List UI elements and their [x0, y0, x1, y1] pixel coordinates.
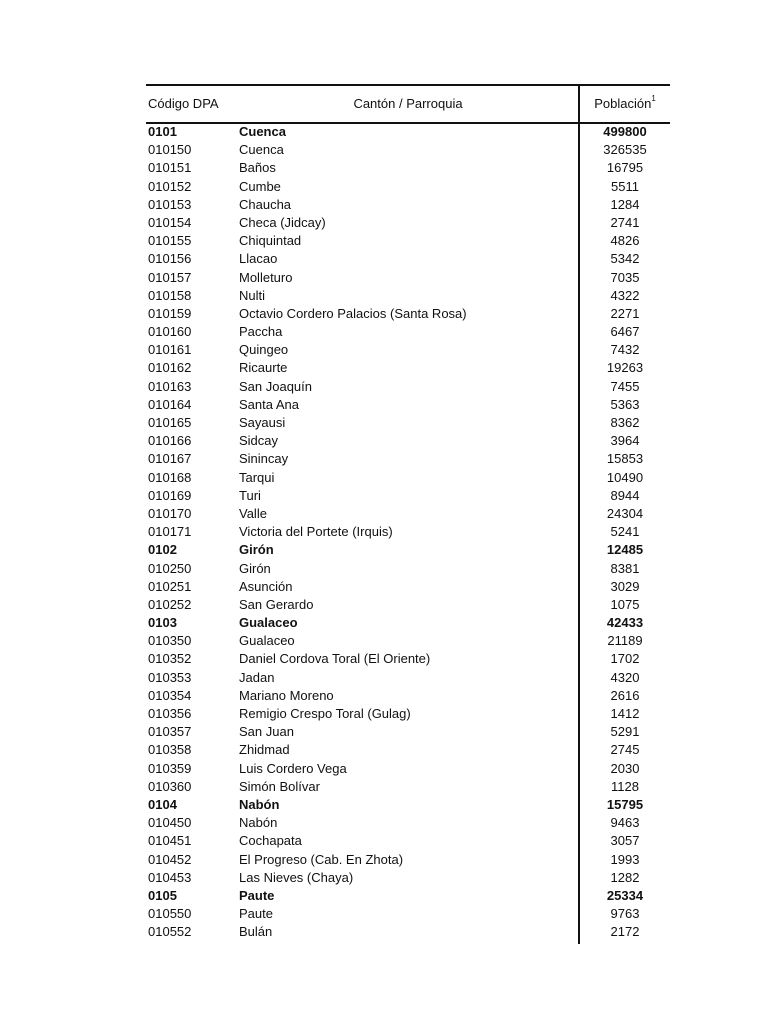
- parish-name: San Joaquín: [239, 378, 313, 394]
- dpa-code: 010358: [148, 742, 192, 758]
- parish-name: Luis Cordero Vega: [239, 760, 347, 776]
- parish-row: [146, 505, 670, 523]
- parish-row: [146, 269, 670, 287]
- population-value: 1075: [610, 596, 640, 612]
- dpa-code: 010155: [148, 233, 192, 249]
- population-value: 5511: [611, 178, 639, 194]
- canton-row: [146, 614, 670, 632]
- population-value: 15795: [606, 796, 644, 812]
- dpa-code: 010357: [148, 724, 192, 740]
- column-header-population: [580, 96, 670, 111]
- dpa-code: 010156: [148, 251, 192, 267]
- population-value: 19263: [606, 360, 644, 376]
- dpa-code: 010452: [148, 851, 192, 867]
- population-value: 5342: [610, 251, 640, 267]
- table-body: [146, 123, 670, 941]
- population-value: 2030: [610, 760, 640, 776]
- parish-row: [146, 432, 670, 450]
- dpa-code: 010167: [148, 451, 192, 467]
- population-value: 9463: [610, 815, 640, 831]
- parish-name: Tarqui: [239, 469, 275, 485]
- parish-name: Ricaurte: [239, 360, 288, 376]
- population-value: 1282: [610, 869, 640, 885]
- parish-name: Quingeo: [239, 342, 289, 358]
- parish-row: [146, 359, 670, 377]
- dpa-code: 010354: [148, 687, 192, 703]
- parish-name: Octavio Cordero Palacios (Santa Rosa): [239, 305, 467, 321]
- parish-name: Turi: [239, 487, 261, 503]
- population-value: 9763: [610, 906, 640, 922]
- parish-row: [146, 232, 670, 250]
- population-value: 3057: [610, 833, 640, 849]
- population-value: 2745: [610, 742, 640, 758]
- parish-row: [146, 560, 670, 578]
- parish-row: [146, 905, 670, 923]
- table-header: [146, 86, 670, 122]
- population-value: 16795: [606, 160, 644, 176]
- parish-row: [146, 341, 670, 359]
- parish-name: El Progreso (Cab. En Zhota): [239, 851, 404, 867]
- parish-row: [146, 523, 670, 541]
- dpa-code: 010168: [148, 469, 192, 485]
- parish-row: [146, 814, 670, 832]
- dpa-code: 010165: [148, 415, 192, 430]
- parish-row: [146, 214, 670, 232]
- parish-row: [146, 596, 670, 614]
- population-value: 499800: [603, 124, 647, 139]
- population-value: 3964: [610, 433, 640, 449]
- parish-row: [146, 650, 670, 668]
- parish-row: [146, 741, 670, 759]
- dpa-code: 0104: [148, 796, 177, 812]
- population-value: 7455: [610, 378, 640, 394]
- parish-name: Mariano Moreno: [239, 687, 334, 703]
- population-value: 326535: [603, 142, 647, 158]
- column-header-code: Código DPA: [148, 96, 219, 111]
- parish-name: Simón Bolívar: [239, 778, 320, 794]
- dpa-code: 010163: [148, 378, 192, 394]
- parish-name: San Juan: [239, 724, 294, 740]
- dpa-code: 0101: [148, 124, 177, 139]
- population-value: 1993: [610, 851, 640, 867]
- parish-name: Paccha: [239, 324, 283, 340]
- parish-row: [146, 705, 670, 723]
- dpa-code: 010150: [148, 142, 192, 158]
- dpa-code: 010152: [148, 178, 192, 194]
- dpa-code: 010159: [148, 305, 192, 321]
- dpa-code: 010170: [148, 505, 192, 521]
- population-value: 4322: [610, 287, 640, 303]
- population-value: 24304: [606, 505, 644, 521]
- parish-name: Nulti: [239, 287, 266, 303]
- parish-row: [146, 632, 670, 650]
- parish-name: Girón: [239, 560, 271, 576]
- parish-row: [146, 487, 670, 505]
- population-value: 25334: [606, 887, 644, 903]
- parish-name: Chaucha: [239, 196, 292, 212]
- parish-row: [146, 323, 670, 341]
- dpa-code: 0103: [148, 615, 177, 631]
- dpa-code: 010350: [148, 633, 192, 649]
- parish-name: Llacao: [239, 251, 278, 267]
- dpa-code: 010353: [148, 669, 192, 685]
- population-value: 4320: [610, 669, 640, 685]
- parish-row: [146, 851, 670, 869]
- parish-row: [146, 305, 670, 323]
- population-value: 2616: [610, 687, 640, 703]
- population-value: 8944: [610, 487, 640, 503]
- canton-name: Nabón: [239, 796, 280, 812]
- parish-name: Remigio Crespo Toral (Gulag): [239, 706, 411, 721]
- canton-name: Cuenca: [239, 124, 286, 139]
- parish-row: [146, 414, 670, 432]
- parish-row: [146, 287, 670, 305]
- column-header-name: Cantón / Parroquia: [353, 96, 463, 111]
- parish-row: [146, 450, 670, 468]
- parish-row: [146, 669, 670, 687]
- parish-row: [146, 578, 670, 596]
- population-value: 1412: [610, 706, 640, 721]
- parish-name: Jadan: [239, 669, 275, 685]
- population-value: 6467: [610, 324, 640, 340]
- dpa-code: 010251: [148, 578, 192, 594]
- dpa-code: 0102: [148, 542, 177, 558]
- parish-row: [146, 196, 670, 214]
- dpa-code: 010164: [148, 396, 192, 412]
- population-value: 10490: [606, 469, 644, 485]
- parish-row: [146, 396, 670, 414]
- parish-row: [146, 687, 670, 705]
- parish-name: San Gerardo: [239, 596, 314, 612]
- canton-name: Gualaceo: [239, 615, 298, 631]
- population-value: 2172: [610, 924, 640, 940]
- parish-name: Sayausi: [239, 415, 286, 430]
- parish-name: Cochapata: [239, 833, 302, 849]
- canton-row: [146, 796, 670, 814]
- dpa-code: 010552: [148, 924, 192, 940]
- parish-name: Sinincay: [239, 451, 289, 467]
- canton-row: [146, 541, 670, 559]
- dpa-code: 010450: [148, 815, 192, 831]
- dpa-code: 010359: [148, 760, 192, 776]
- population-value: 12485: [606, 542, 644, 558]
- dpa-code: 010250: [148, 560, 192, 576]
- column-header-population-label: Población: [594, 96, 652, 111]
- parish-row: [146, 178, 670, 196]
- parish-name: Chiquintad: [239, 233, 302, 249]
- parish-row: [146, 832, 670, 850]
- dpa-code: 010171: [148, 524, 192, 540]
- parish-name: Daniel Cordova Toral (El Oriente): [239, 651, 431, 667]
- population-value: 21189: [607, 633, 643, 649]
- dpa-code: 010157: [148, 269, 192, 285]
- population-value: 3029: [610, 578, 640, 594]
- population-value: 2741: [610, 214, 640, 230]
- parish-name: Zhidmad: [239, 742, 290, 758]
- parish-name: Sidcay: [239, 433, 279, 449]
- parish-name: Cumbe: [239, 178, 281, 194]
- parish-row: [146, 923, 670, 941]
- parish-name: Las Nieves (Chaya): [239, 869, 354, 885]
- canton-row: [146, 887, 670, 905]
- footnote-marker: 1: [651, 94, 656, 103]
- dpa-code: 010151: [148, 160, 192, 176]
- population-value: 1284: [610, 196, 640, 212]
- dpa-code: 010154: [148, 214, 192, 230]
- population-value: 4826: [610, 233, 640, 249]
- parish-name: Cuenca: [239, 142, 284, 158]
- population-value: 5363: [610, 396, 640, 412]
- canton-row: [146, 123, 670, 141]
- population-value: 1702: [610, 651, 640, 667]
- population-value: 5291: [610, 724, 640, 740]
- population-value: 2271: [610, 305, 640, 321]
- dpa-code: 010166: [148, 433, 192, 449]
- dpa-code: 010360: [148, 778, 192, 794]
- dpa-code: 010153: [148, 196, 192, 212]
- dpa-code: 010252: [148, 596, 192, 612]
- parish-row: [146, 250, 670, 268]
- parish-row: [146, 378, 670, 396]
- dpa-code: 0105: [148, 887, 177, 903]
- parish-name: Asunción: [239, 578, 293, 594]
- population-value: 8362: [610, 415, 640, 430]
- dpa-code: 010352: [148, 651, 192, 667]
- parish-row: [146, 469, 670, 487]
- population-value: 42433: [606, 615, 644, 631]
- parish-name: Victoria del Portete (Irquis): [239, 524, 393, 540]
- parish-row: [146, 141, 670, 159]
- dpa-code: 010453: [148, 869, 192, 885]
- dpa-code: 010550: [148, 906, 192, 922]
- dpa-code: 010161: [148, 342, 192, 358]
- population-value: 7432: [610, 342, 640, 358]
- population-value: 1128: [611, 778, 639, 794]
- population-value: 15853: [606, 451, 644, 467]
- dpa-code: 010162: [148, 360, 192, 376]
- parish-name: Paute: [239, 906, 273, 922]
- parish-name: Checa (Jidcay): [239, 214, 326, 230]
- population-value: 8381: [610, 560, 640, 576]
- population-value: 5241: [610, 524, 640, 540]
- parish-name: Nabón: [239, 815, 278, 831]
- dpa-code: 010160: [148, 324, 192, 340]
- canton-name: Girón: [239, 542, 274, 558]
- canton-name: Paute: [239, 887, 275, 903]
- population-value: 7035: [610, 269, 640, 285]
- parish-name: Valle: [239, 505, 267, 521]
- dpa-code: 010158: [148, 287, 192, 303]
- parish-name: Santa Ana: [239, 396, 299, 412]
- parish-row: [146, 723, 670, 741]
- parish-name: Gualaceo: [239, 633, 295, 649]
- dpa-code: 010356: [148, 706, 192, 721]
- parish-row: [146, 760, 670, 778]
- parish-name: Baños: [239, 160, 276, 176]
- dpa-code: 010451: [148, 833, 192, 849]
- parish-name: Bulán: [239, 924, 273, 940]
- dpa-code: 010169: [148, 487, 192, 503]
- parish-row: [146, 778, 670, 796]
- parish-row: [146, 869, 670, 887]
- parish-name: Molleturo: [239, 269, 293, 285]
- parish-row: [146, 159, 670, 177]
